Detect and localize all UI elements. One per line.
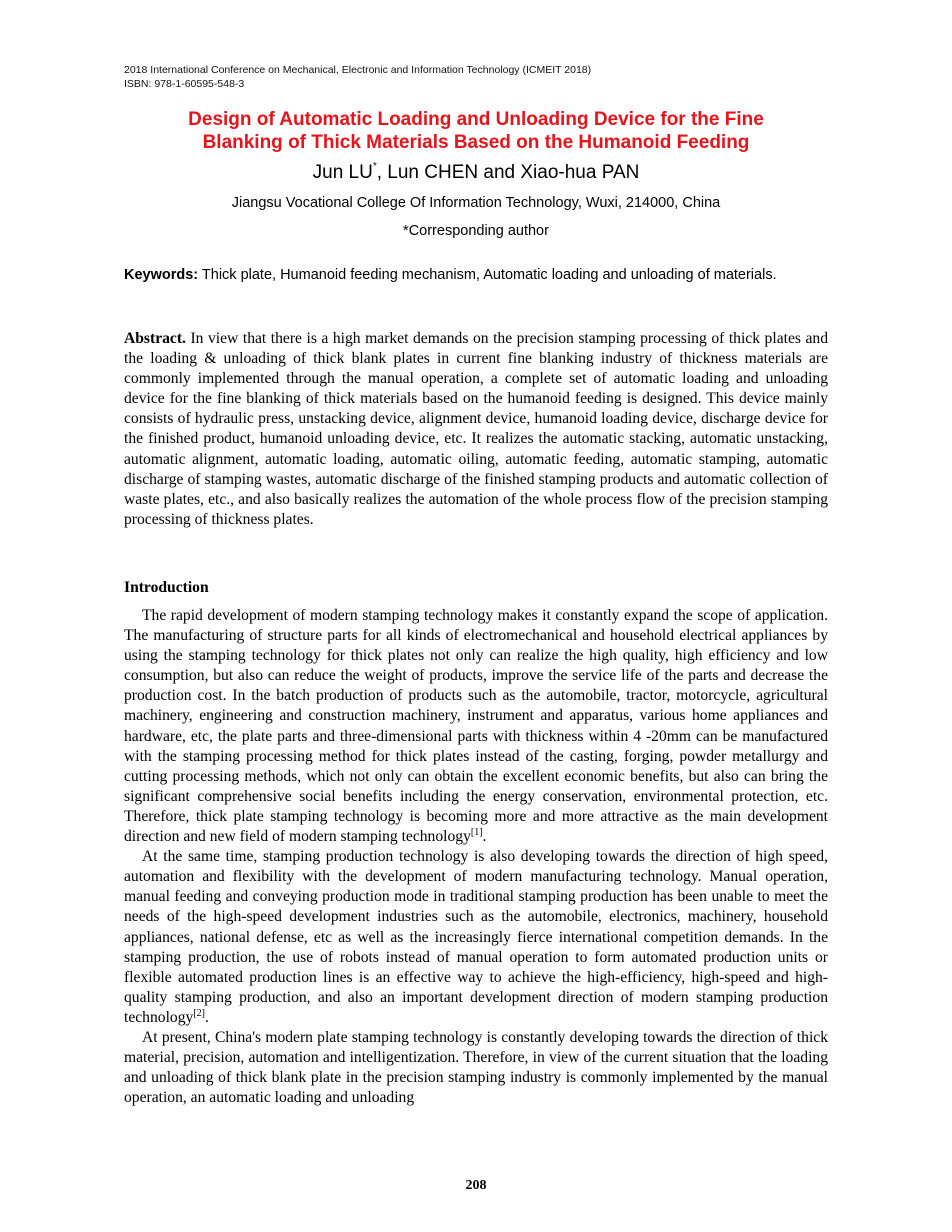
isbn: ISBN: 978-1-60595-548-3 [124, 78, 245, 90]
paragraph-3: At present, China's modern plate stamping technology is constantly developing towards the direction of thick material, precision, automation and intelligentization. Therefore, in view of the current situation that the loading and unloading of thick blank plate in the precision stamping industry is commonly implemented by the manual operation, an automatic loading and unloading [124, 1028, 828, 1107]
paragraph-2-text: At the same time, stamping production technology is also developing towards the direction of high speed, automation and flexibility with the development of modern manufacturing technology. Manual operation, manual feeding and conveying production mode in traditional stamping production has been unable to meet the needs of the high-speed development industries such as the automobile, electronics, machinery, household appliances, national defense, etc as well as the increasingly fierce international competition demands. In the stamping production, the use of robots instead of manual operation to form automated production units or flexible automated production lines is an effective way to achieve the high-efficiency, high-speed and high-quality stamping production, and also an important development direction of modern stamping production technology [124, 848, 828, 1026]
corresponding-author-note: *Corresponding author [403, 223, 549, 239]
introduction-body [124, 606, 828, 1108]
corresponding-mark: * [372, 161, 377, 172]
paragraph-1 [124, 606, 828, 847]
authors [100, 161, 852, 185]
affiliation: Jiangsu Vocational College Of Information Technology, Wuxi, 214000, China [231, 195, 721, 211]
abstract [124, 329, 828, 530]
citation-2[interactable]: [2] [193, 1007, 205, 1019]
conference-header [124, 63, 591, 91]
keywords-text: Thick plate, Humanoid feeding mechanism, Automatic loading and unloading of materials. [198, 267, 777, 283]
paragraph-1-text: The rapid development of modern stamping technology makes it constantly expand the scope of application. The manufacturing of structure parts for all kinds of electromechanical and household electrical appliances by using the stamping technology for thick plates not only can realize the high quality, high efficiency and low consumption, but also can reduce the weight of products, improve the service life of the parts and decrease the production cost. In the batch production of products such as the automobile, tractor, motorcycle, agricultural machinery, engineering and construction machinery, instrument and apparatus, various home appliances and hardware, etc, the plate parts and three-dimensional parts with thickness within 4 -20mm can be manufactured with the stamping processing method for thick plates instead of the casting, forging, powder metallurgy and cutting processing methods, which not only can obtain the excellent economic benefits, but also can bring the significant comprehensive social benefits including the energy conservation, environmental protection, etc. Therefore, thick plate stamping technology is becoming more and more attractive as the main development direction and new field of modern stamping technology [124, 607, 828, 846]
keywords-label: Keywords: [124, 267, 199, 283]
page-number: 208 [465, 1178, 487, 1193]
keywords [124, 266, 828, 285]
conference-name: 2018 International Conference on Mechanical, Electronic and Information Technology (ICMEIT 2018) [124, 64, 592, 76]
abstract-label: Abstract. [124, 330, 186, 347]
title-line-2: Blanking of Thick Materials Based on the Humanoid Feeding [202, 132, 750, 153]
paragraph-2-end: . [204, 1008, 209, 1026]
paragraph-2 [124, 847, 828, 1028]
citation-1[interactable]: [1] [470, 827, 483, 839]
abstract-text: In view that there is a high market demands on the precision stamping processing of thick plates and the loading & unloading of thick blank plates in current fine blanking industry of thickness materials are commonly implemented through the manual operation, a complete set of automatic loading and unloading device for the fine blanking of thick materials based on the humanoid feeding is designed. This device mainly consists of hydraulic press, unstacking device, alignment device, humanoid loading device, discharge device for the finished product, humanoid unloading device, etc. It realizes the automatic stacking, automatic unstacking, automatic alignment, automatic loading, automatic oiling, automatic feeding, automatic stamping, automatic discharge of stamping wastes, automatic discharge of the finished stamping products and automatic collection of waste plates, etc., and also basically realizes the automation of the whole process flow of the precision stamping processing of thickness plates. [124, 330, 828, 528]
paper-title [100, 108, 852, 154]
first-author: Jun LU [312, 162, 373, 183]
title-line-1: Design of Automatic Loading and Unloading Device for the Fine [188, 109, 764, 130]
introduction-heading: Introduction [124, 579, 209, 596]
other-authors: , Lun CHEN and Xiao-hua PAN [376, 162, 640, 183]
paragraph-1-end: . [482, 828, 487, 846]
